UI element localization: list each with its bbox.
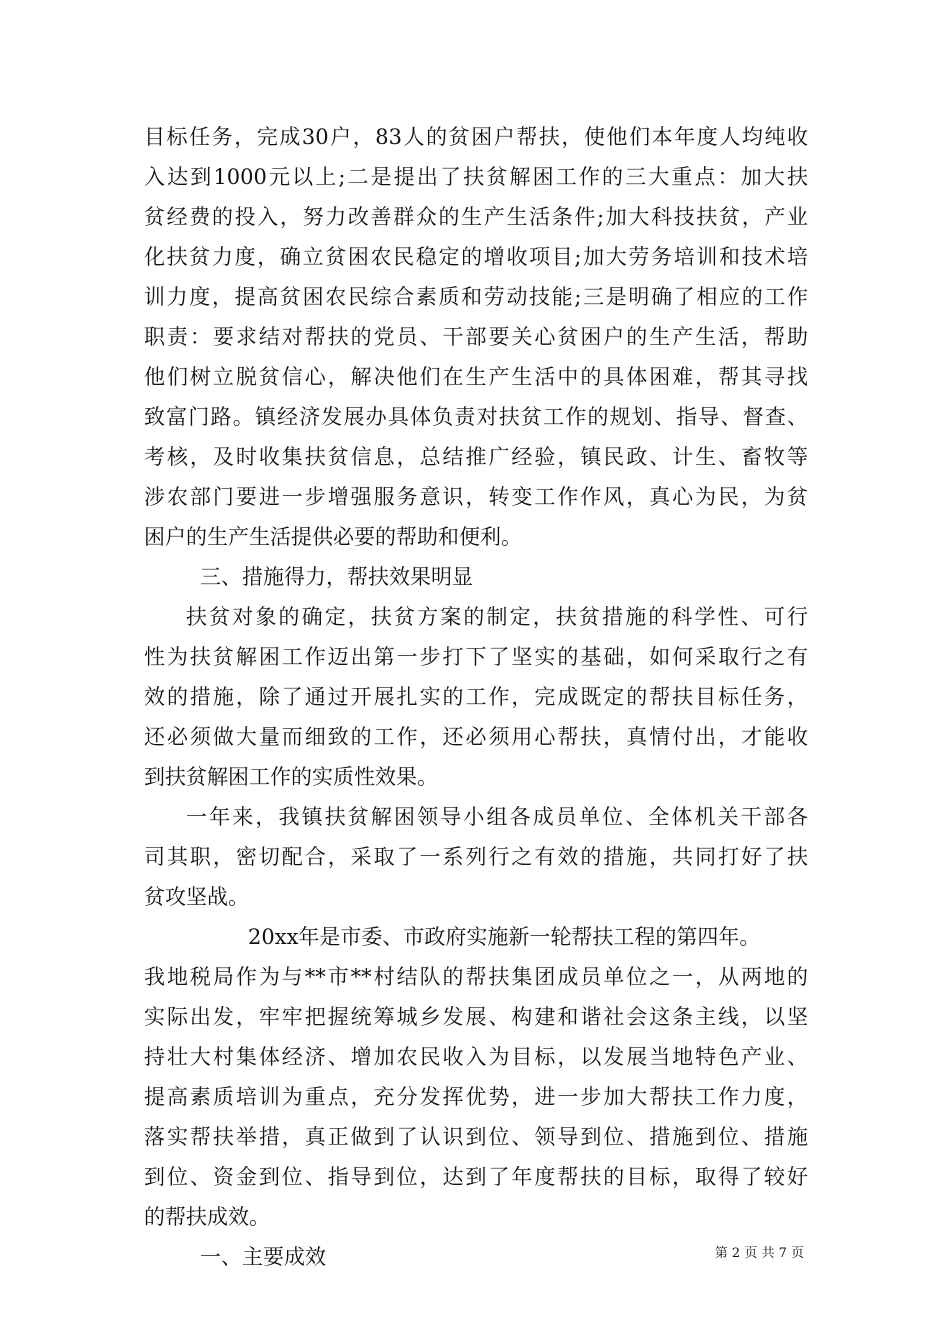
text-line: 职责：要求结对帮扶的党员、干部要关心贫困户的生产生活，帮助 (144, 325, 808, 349)
text-line: 化扶贫力度，确立贫困农民稳定的增收项目;加大劳务培训和技术培 (144, 245, 808, 269)
text-line: 落实帮扶举措，真正做到了认识到位、领导到位、措施到位、措施 (144, 1125, 808, 1149)
text-line: 考核，及时收集扶贫信息，总结推广经验，镇民政、计生、畜牧等 (144, 445, 808, 469)
page-number: 第 2 页 共 7 页 (714, 1246, 804, 1261)
text-line: 致富门路。镇经济发展办具体负责对扶贫工作的规划、指导、督查、 (144, 405, 808, 429)
text-line: 提高素质培训为重点，充分发挥优势，进一步加大帮扶工作力度， (144, 1085, 808, 1109)
text-line: 目标任务，完成30户，83人的贫困户帮扶，使他们本年度人均纯收 (144, 125, 808, 149)
text-line: 贫攻坚战。 (144, 885, 249, 909)
text-line: 效的措施，除了通过开展扎实的工作，完成既定的帮扶目标任务， (144, 685, 808, 709)
text-line: 司其职，密切配合，采取了一系列行之有效的措施，共同打好了扶 (144, 845, 808, 869)
text-line: 一年来，我镇扶贫解困领导小组各成员单位、全体机关干部各 (186, 805, 808, 829)
text-line: 20xx年是市委、市政府实施新一轮帮扶工程的第四年。 (248, 925, 761, 949)
text-line: 扶贫对象的确定，扶贫方案的制定，扶贫措施的科学性、可行 (186, 605, 808, 629)
text-line: 实际出发，牢牢把握统筹城乡发展、构建和谐社会这条主线，以坚 (144, 1005, 808, 1029)
section-heading: 一、主要成效 (200, 1245, 326, 1269)
text-line: 训力度，提高贫困农民综合素质和劳动技能;三是明确了相应的工作 (144, 285, 808, 309)
section-heading: 三、措施得力，帮扶效果明显 (200, 565, 473, 589)
text-line: 性为扶贫解困工作迈出第一步打下了坚实的基础，如何采取行之有 (144, 645, 808, 669)
text-line: 他们树立脱贫信心，解决他们在生产生活中的具体困难，帮其寻找 (144, 365, 808, 389)
text-line: 还必须做大量而细致的工作，还必须用心帮扶，真情付出，才能收 (144, 725, 808, 749)
text-line: 涉农部门要进一步增强服务意识，转变工作作风，真心为民，为贫 (144, 485, 808, 509)
text-line: 的帮扶成效。 (144, 1205, 270, 1229)
text-line: 到扶贫解困工作的实质性效果。 (144, 765, 438, 789)
text-line: 到位、资金到位、指导到位，达到了年度帮扶的目标，取得了较好 (144, 1165, 808, 1189)
text-line: 困户的生产生活提供必要的帮助和便利。 (144, 525, 522, 549)
text-line: 贫经费的投入，努力改善群众的生产生活条件;加大科技扶贫，产业 (144, 205, 808, 229)
text-line: 持壮大村集体经济、增加农民收入为目标，以发展当地特色产业、 (144, 1045, 808, 1069)
text-line: 入达到1000元以上;二是提出了扶贫解困工作的三大重点：加大扶 (144, 165, 808, 189)
text-line: 我地税局作为与**市**村结队的帮扶集团成员单位之一，从两地的 (144, 965, 808, 989)
document-body (144, 117, 808, 1277)
